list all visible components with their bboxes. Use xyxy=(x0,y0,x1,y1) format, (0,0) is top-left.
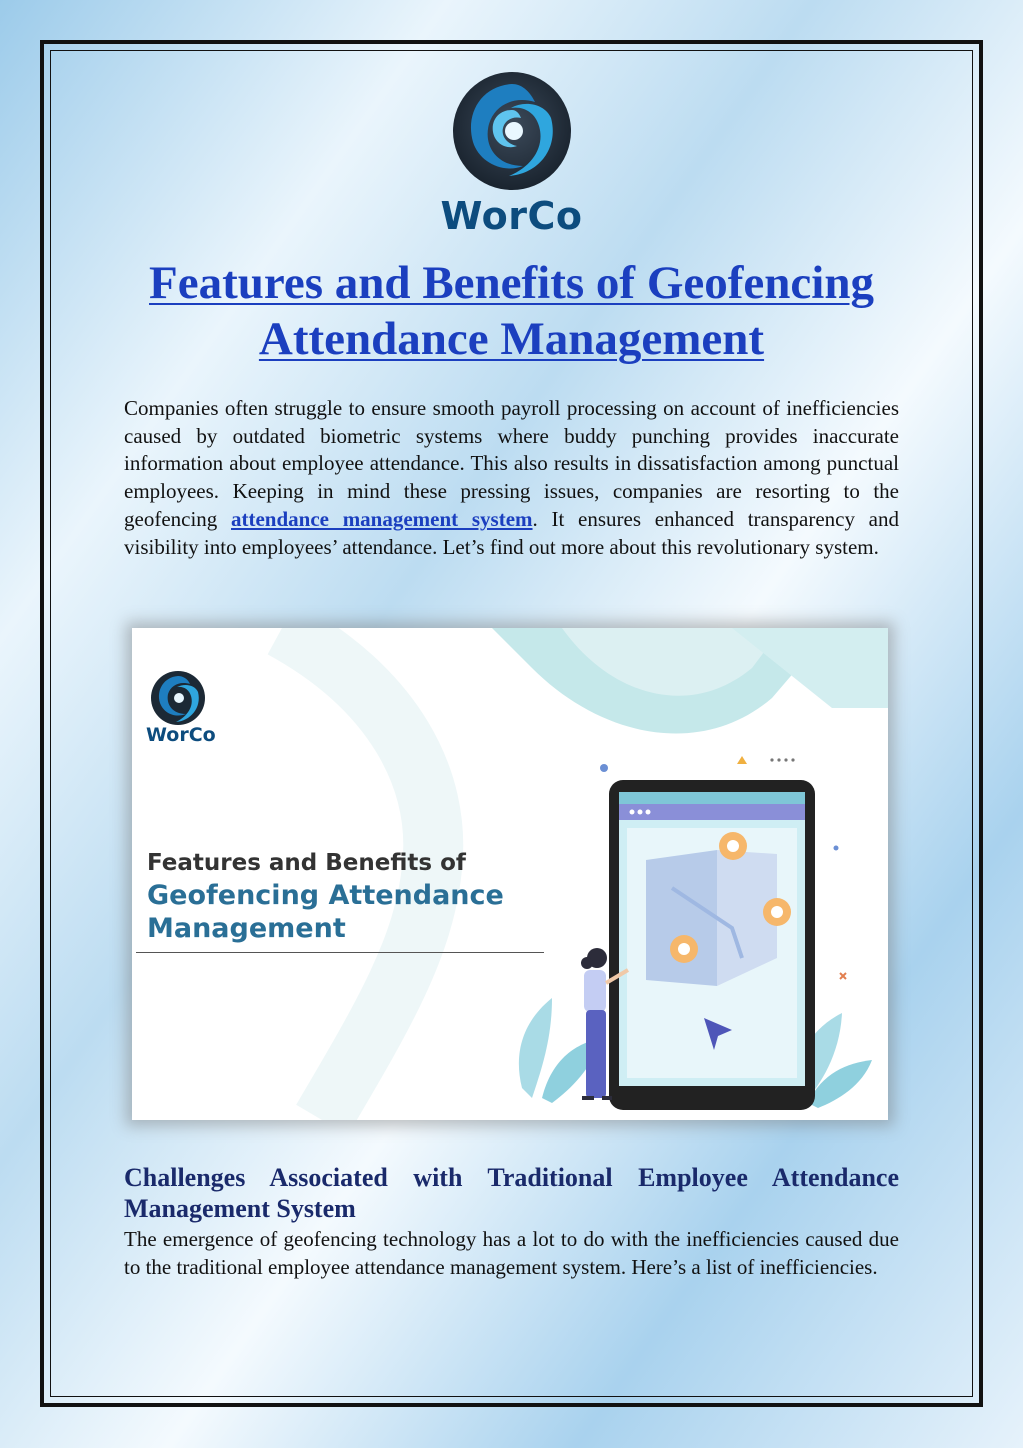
section-paragraph: The emergence of geofencing technology has a lot to do with the inefficiencies caused due to the traditional employee attendance management system. Here’s a list of inefficiencies. xyxy=(124,1227,899,1279)
hero-title-line2: Geofencing Attendance xyxy=(147,880,504,911)
brand-name: WorCo xyxy=(440,194,583,238)
hero-logo-icon xyxy=(151,671,205,725)
section-heading: Challenges Associated with Traditional Employee Attendance Management System xyxy=(124,1163,899,1223)
swirl-logo-icon xyxy=(451,70,573,192)
intro-text-before: Companies often struggle to ensure smooth payroll processing on account of inefficiencies caused by outdated biometric systems where buddy punching provides inaccurate information about employee attendance. This also results in dissatisfaction among punctual employees. Keeping in mind these pressing issues, companies are resorting to the geofencing xyxy=(124,396,899,531)
hero-divider xyxy=(136,952,544,953)
hero-logo-text: WorCo xyxy=(146,724,216,746)
brand-logo xyxy=(0,70,1023,238)
page-title: Features and Benefits of Geofencing Attendance Management xyxy=(149,257,874,365)
attendance-management-link[interactable]: attendance management system xyxy=(231,506,533,531)
intro-paragraph xyxy=(124,395,899,561)
hero-title-line1: Features and Benefits of xyxy=(147,850,466,876)
intro-text-after: . It ensures enhanced transparency and visibility into employees’ attendance. Let’s find out more about this revolutionary system. xyxy=(124,506,899,559)
hero-image xyxy=(132,628,888,1120)
hero-title-line3: Management xyxy=(147,913,346,944)
